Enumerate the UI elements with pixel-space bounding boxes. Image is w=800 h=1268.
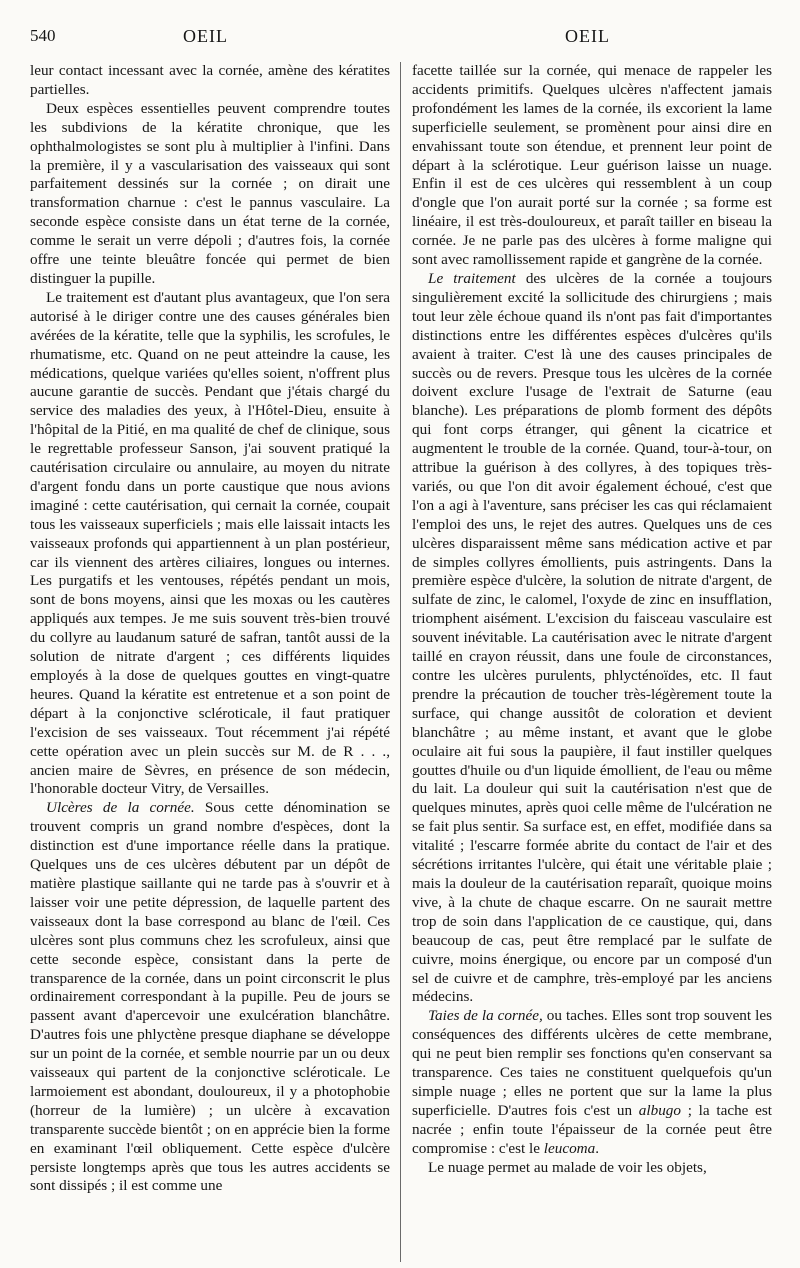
paragraph: facette taillée sur la cornée, qui menace de rappeler les accidents primitifs. Quelques ulcères n'affectent jamais profondément les lames de la cornée, ils excorient la lame superficielle seulement, se promènent pour ainsi dire en envahissant toute son étendue, et prennent leur point de départ à la sclérotique. Leur guérison laisse un nuage. Enfin il est de ces ulcères qui ressemblent à un coup d'ongle que l'on aurait porté sur la cornée ; sa forme est linéaire, il est très-douloureux, et paraît tailler en biseau la cornée. Je ne parle pas des ulcères à forme maligne qui sont avec ramollissement rapide et gangrène de la cornée. — [412, 62, 772, 269]
paragraph — [412, 1007, 772, 1158]
running-head-left: OEIL — [183, 26, 228, 46]
paragraph-text: . — [595, 1139, 600, 1157]
right-column — [412, 62, 772, 1177]
page-header — [0, 26, 800, 58]
paragraph — [412, 270, 772, 1007]
paragraph-text: ; la tache est nacrée ; enfin toute l'épaisseur de la cornée peut être compromise : c'est le — [412, 1101, 773, 1157]
paragraph: Deux espèces essentielles peuvent comprendre toutes les subdivions de la kératite chronique, que les ophthalmologistes se sont plu à multiplier à l'infini. Dans la première, il y a vascularisation des vaisseaux qui sont parfaitement dessinés sur la cornée ; on dirait une transformation charnue : c'est le pannus vasculaire. La seconde espèce consiste dans un état terne de la cornée, comme le serait un verre dépoli ; d'autres fois, la cornée offre une teinte bleuâtre foncée qui permet de bien distinguer la pupille. — [30, 99, 390, 287]
paragraph: leur contact incessant avec la cornée, amène des kératites partielles. — [30, 62, 390, 98]
left-column — [30, 62, 390, 1196]
paragraph-text: des ulcères de la cornée a toujours singulièrement excité la sollicitude des chirurgiens ; mais tout leur zèle échoue quand ils n'ont pas fait d'importantes distinctions entre les différentes espèces d'ulcères qu'ils avaient à traiter. C'est là une des causes principales de succès ou de revers. Presque tous les ulcères de la cornée doivent exclure l'usage de l'extrait de Saturne (eau blanche). Les préparations de plomb forment des dépôts qui font corps étranger, qui gênent la cicatrice et augmentent le trouble de la cornée. Quand, tour-à-tour, on attribue la guérison à des collyres, à des topiques très-variés, ou que l'on dit avoir également échoué, c'est que l'on a agi à l'aventure, sans préciser les cas qui réclamaient l'emploi des uns, le rejet des autres. Quelques uns de ces ulcères disparaissent même sans médication active et par de simples collyres émollients, puis astringents. Dans la première espèce d'ulcère, la solution de nitrate d'argent, de sulfate de zinc, le calomel, l'oxyde de zinc en insufflation, triomphent aisément. L'excision du faisceau vasculaire est souvent inévitable. La cautérisation avec le nitrate d'argent taillé en crayon réussit, dans une foule de circonstances, contre les ulcères purulents, phlycténoïdes, etc. Il faut prendre la précaution de toucher très-légèrement toute la surface, qui change aussitôt de coloration et devient blanchâtre ; au même instant, et avant que le globe oculaire ait fui sous la paupière, il faut instiller quelques gouttes d'huile ou d'un liquide émollient, de l'eau ou même du lait. La douleur qui suit la cautérisation n'est que de quelques minutes, après quoi celle même de l'ulcération ne se fait plus sentir. Sa surface est, en effet, modifiée dans sa vitalité ; l'escarre formée abrite du contact de l'air et des sécrétions irritantes l'ulcère, qui était une véritable plaie ; mais la douleur de la cautérisation reparaît, quoique moins vive, à la chute de chaque escarre. On ne saurait mettre trop de soin dans l'application de ce caustique, qui, dans beaucoup de cas, peut être remplacé par le sulfate de cuivre, moins énergique, ou encore par un composé d'un sel de cuivre et de camphre, très-employé par les anciens médecins. — [412, 269, 772, 1006]
paragraph-text: Sous cette dénomination se trouvent compris un grand nombre d'espèces, dont la distinction est d'une importance réelle dans la pratique. Quelques uns de ces ulcères débutent par un dépôt de matière plastique saillante qui ne tarde pas à s'ouvrir et à laisser voir une petite dépression, de laquelle partent des vaisseaux dont la base correspond au blanc de l'œil. Ces ulcères sont plus communs chez les scrofuleux, ainsi que cette seconde espèce, consistant dans la perte de transparence de la cornée, dans un point circonscrit le plus ordinairement correspondant à la pupille. Peu de jours se passent avant d'apercevoir une exulcération blanchâtre. D'autres fois une phlyctène presque diaphane se développe sur un point de la cornée, et semble nourrie par un ou deux vaisseaux qui partent de la conjonctive scléroticale. Le larmoiement est abondant, douloureux, il y a photophobie (horreur de la lumière) ; un ulcère à excavation transparente succède bientôt ; on en apprécie bien la forme en examinant l'œil obliquement. Cette espèce d'ulcère persiste longtemps après que tous les autres accidents se sont dissipés ; il est comme une — [30, 799, 390, 1195]
paragraph: Le traitement est d'autant plus avantageux, que l'on sera autorisé à le diriger contre une des causes générales bien avérées de la kératite, telle que la syphilis, les scrofules, le rhumatisme, etc. Quand on ne peut atteindre la cause, les médications, quelque variées qu'elles soient, n'offrent plus aucune garantie de succès. Pendant que j'étais chargé du service des maladies des yeux, à l'Hôtel-Dieu, ensuite à l'hôpital de la Pitié, en ma qualité de chef de clinique, sous le regrettable professeur Sanson, j'ai souvent pratiqué la cautérisation circulaire ou annulaire, au moyen du nitrate d'argent fondu dans un porte caustique que nous avions imaginé : cette cautérisation, qui cernait la cornée, coupait tous les vaisseaux superficiels ; mais elle laissait intacts les vaisseaux profonds qui appartiennent à un plan postérieur, car ils viennent des artères ciliaires, longues ou internes. Les purgatifs et les ventouses, répétés pendant un mois, sont de bons moyens, ainsi que les moxas ou les cautères appliqués aux tempes. Je me suis souvent très-bien trouvé du collyre au laudanum saturé de safran, tantôt aussi de la solution de nitrate d'argent ; ces différents liquides employés à la dose de quelques gouttes en vingt-quatre heures. Quand la kératite est entretenue et a son point de départ à la conjonctive scléroticale, il faut pratiquer l'excision de ses vaisseaux. Tout récemment j'ai répété cette opération avec un plein succès sur M. de R . . ., ancien maire de Sèvres, en présence de son médecin, l'honorable docteur Vitry, de Versailles. — [30, 288, 390, 798]
column-divider — [400, 62, 401, 1262]
page-number: 540 — [30, 26, 56, 45]
term-albugo: albugo — [638, 1101, 681, 1119]
section-heading: Le traitement — [428, 269, 516, 287]
section-heading: Taies de la cornée, — [428, 1007, 543, 1025]
running-head-right: OEIL — [565, 26, 610, 46]
term-leucoma: leucoma — [543, 1139, 596, 1157]
paragraph-text: ou taches. Elles sont trop souvent les conséquences des différents ulcères de cette membrane, qui ne peut bien remplir ses fonctions qu'en conservant sa transparence. Ces taies ne constituent quelquefois qu'un simple nuage ; elles ne portent que sur la lame la plus superficielle. D'autres fois c'est un — [412, 1007, 772, 1119]
section-heading: Ulcères de la cornée. — [46, 799, 195, 817]
paragraph: Le nuage permet au malade de voir les objets, — [428, 1158, 707, 1176]
paragraph — [30, 799, 390, 1196]
